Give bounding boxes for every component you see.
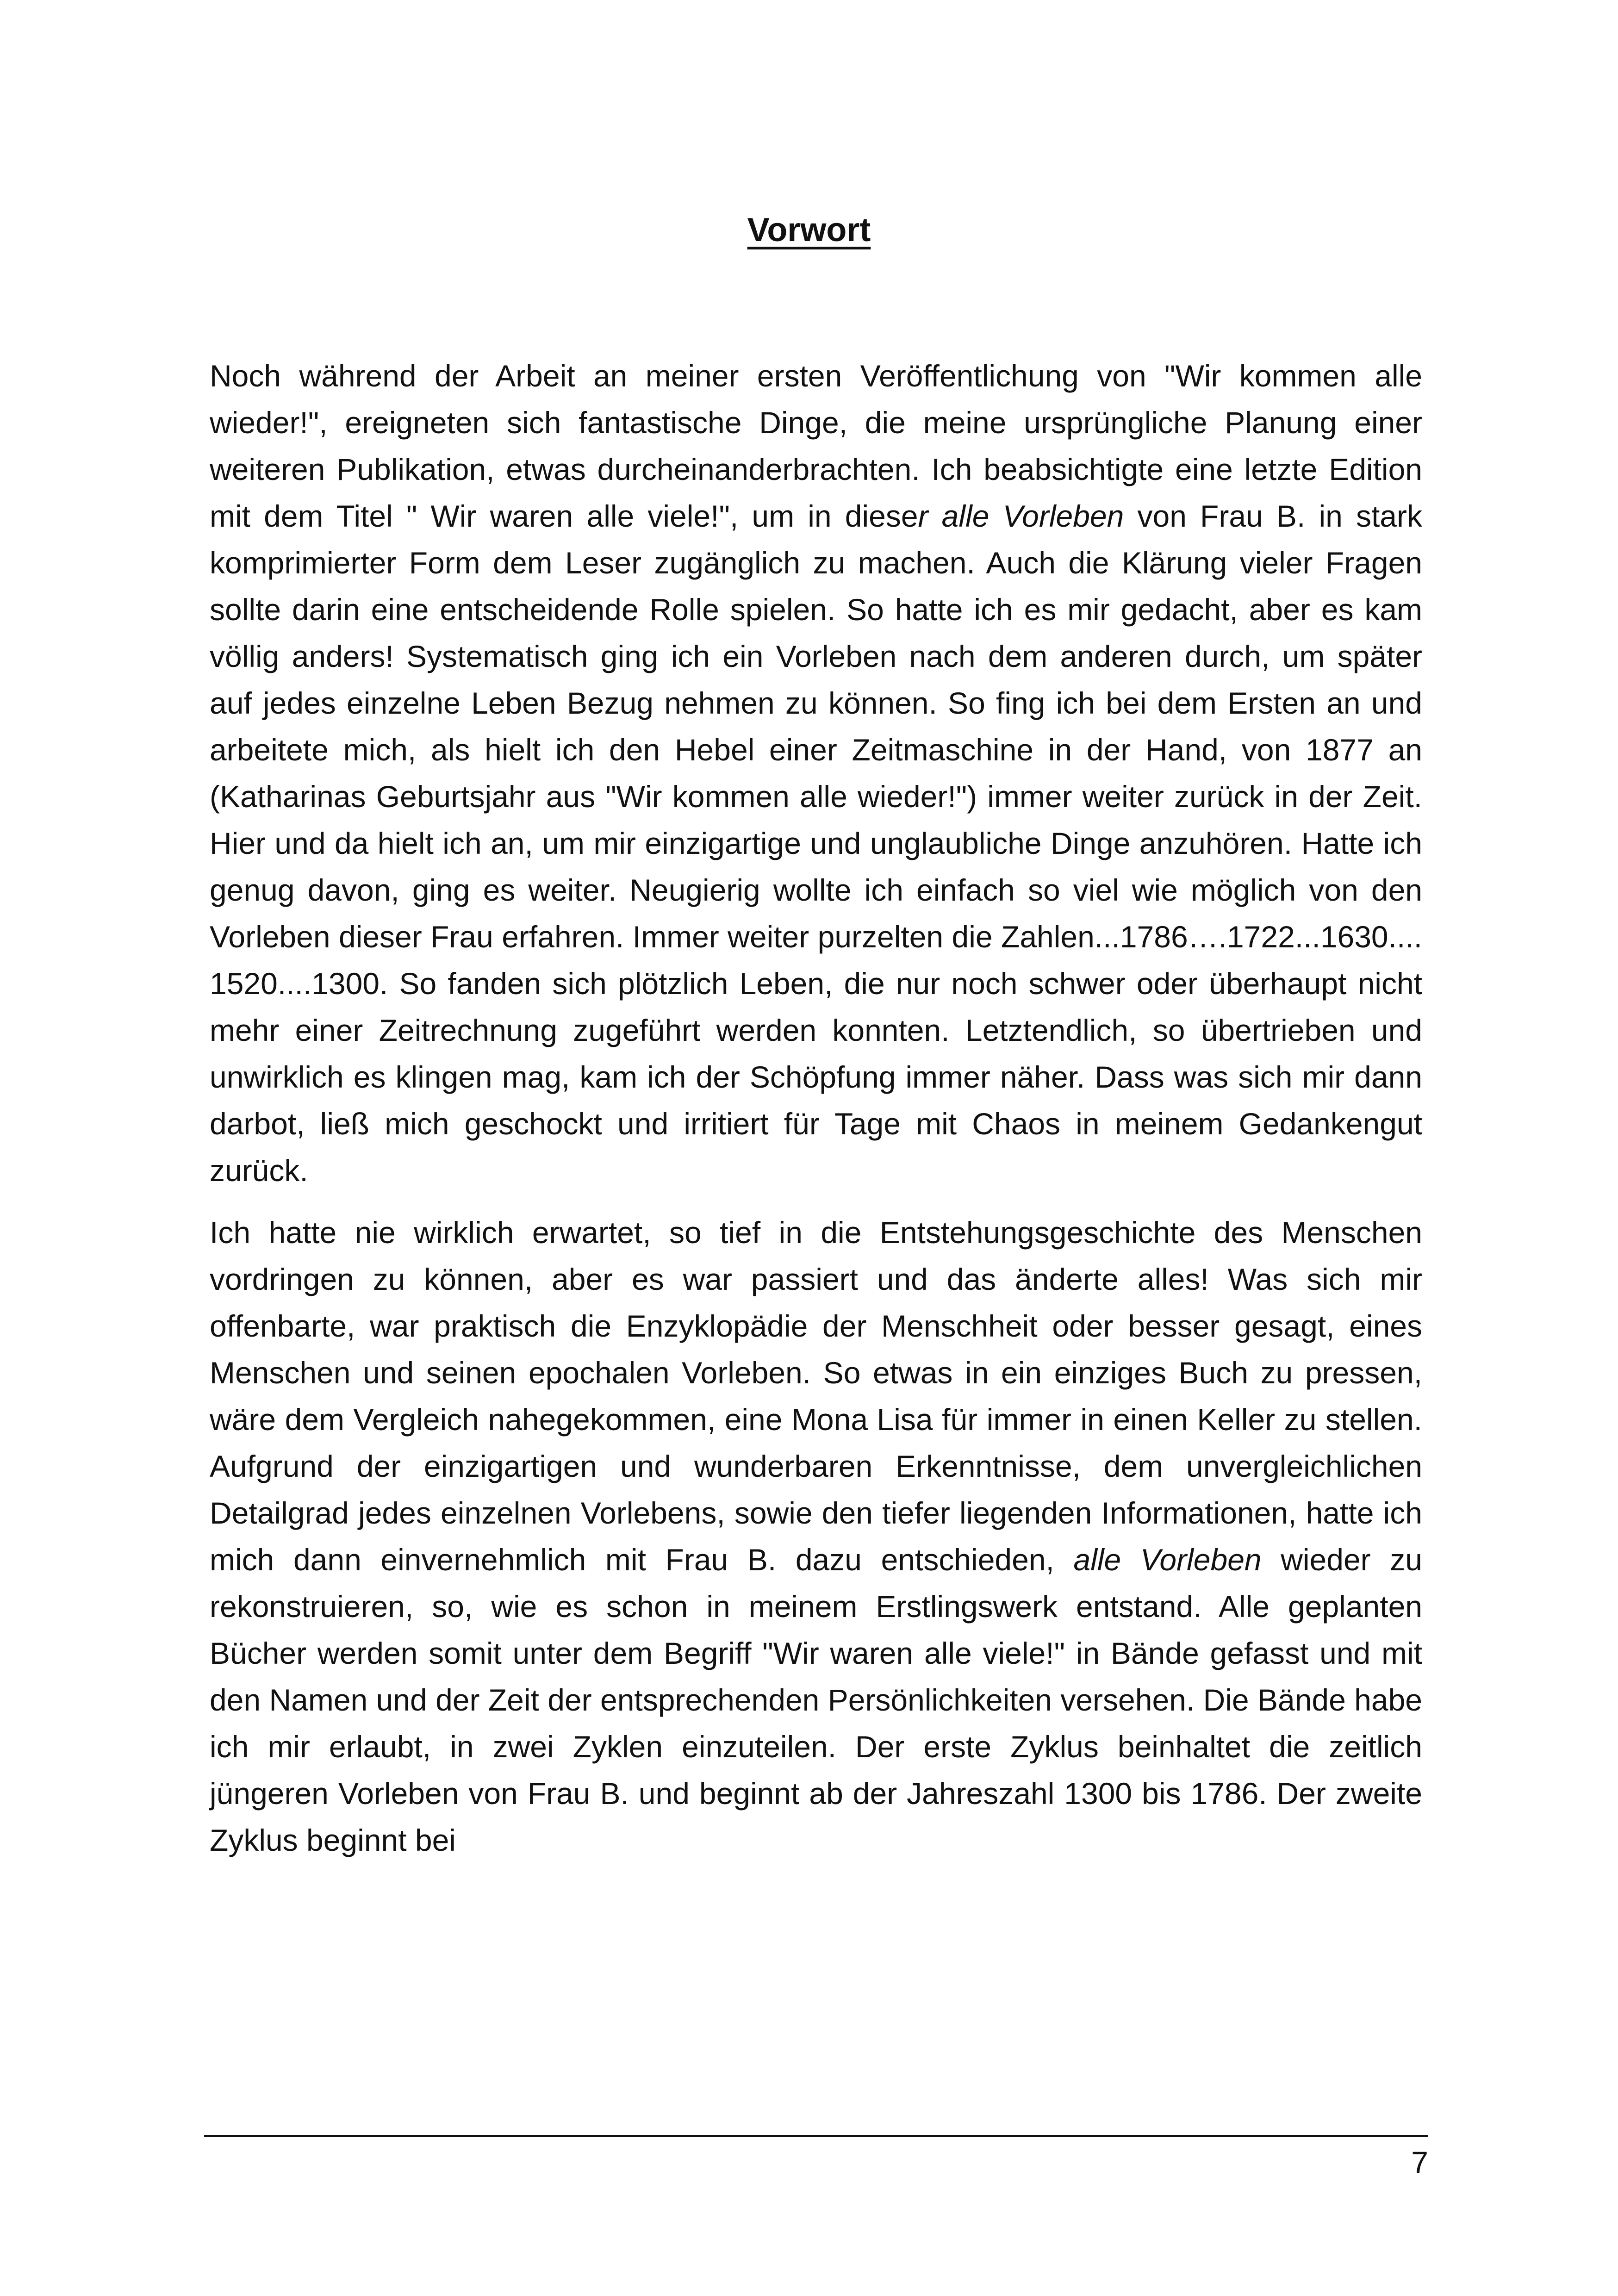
paragraph-1-text-b: von Frau B. in stark komprimierter Form dem Leser zugänglich zu machen. Auch die Klärung vieler Fragen sollte darin eine entscheidende Rolle spielen. So hatte ich es mir gedacht, aber es kam völlig anders! Systematisch ging ich ein Vorleben nach dem anderen durch, um später auf jedes einzelne Leben Bezug nehmen zu können. So fing ich bei dem Ersten an und arbeitete mich, als hielt ich den Hebel einer Zeitmaschine in der Hand, von 1877 an (Katharinas Geburtsjahr aus "Wir kommen alle wieder!") immer weiter zurück in der Zeit. Hier und da hielt ich an, um mir einzigartige und unglaubliche Dinge anzuhören. Hatte ich genug davon, ging es weiter. Neugierig wollte ich einfach so viel wie möglich von den Vorleben dieser Frau erfahren. Immer weiter purzelten die Zahlen...1786….1722...1630.... 1520....1300. So fanden sich plötzlich Leben, die nur noch schwer oder überhaupt nicht mehr einer Zeitrechnung zugeführt werden konnten. Letztendlich, so übertrieben und unwirklich es klingen mag, kam ich der Schöpfung immer näher. Dass was sich mir dann darbot, ließ mich geschockt und irritiert für Tage mit Chaos in meinem Gedankengut zurück. — [210, 499, 1422, 1188]
body-text — [210, 353, 1422, 1864]
footer-divider — [204, 2135, 1428, 2137]
paragraph-2-text-a: Ich hatte nie wirklich erwartet, so tief in die Entstehungsgeschichte des Menschen vordringen zu können, aber es war passiert und das änderte alles! Was sich mir offenbarte, war praktisch die Enzyklopädie der Menschheit oder besser gesagt, eines Menschen und seinen epochalen Vorleben. So etwas in ein einziges Buch zu pressen, wäre dem Vergleich nahegekommen, eine Mona Lisa für immer in einen Keller zu stellen. Aufgrund der einzigartigen und wunderbaren Erkenntnisse, dem unvergleichlichen Detailgrad jedes einzelnen Vorlebens, sowie den tiefer liegenden Informationen, hatte ich mich dann einvernehmlich mit Frau B. dazu entschieden, — [210, 1215, 1422, 1577]
paragraph-2-italic-phrase: alle Vorleben — [1073, 1543, 1262, 1577]
page-number: 7 — [1411, 2145, 1428, 2179]
page-title: Vorwort — [747, 212, 871, 249]
paragraph-2 — [210, 1209, 1422, 1864]
paragraph-1 — [210, 353, 1422, 1194]
paragraph-2-text-b: wieder zu rekonstruieren, so, wie es schon in meinem Erstlingswerk entstand. Alle geplanten Bücher werden somit unter dem Begriff "Wir waren alle viele!" in Bände gefasst und mit den Namen und der Zeit der entsprechenden Persönlichkeiten versehen. Die Bände habe ich mir erlaubt, in zwei Zyklen einzuteilen. Der erste Zyklus beinhaltet die zeitlich jüngeren Vorleben von Frau B. und beginnt ab der Jahreszahl 1300 bis 1786. Der zweite Zyklus beginnt bei — [210, 1543, 1422, 1857]
paragraph-1-italic-phrase: r alle Vorleben — [918, 499, 1124, 533]
paragraph-1-text-a: Noch während der Arbeit an meiner ersten Veröffentlichung von "Wir kommen alle wieder!", ereigneten sich fantastische Dinge, die meine ursprüngliche Planung einer weiteren Publikation, etwas durcheinanderbrachten. Ich beabsichtigte eine letzte Edition mit dem Titel " Wir waren alle viele!", um in diese — [210, 359, 1422, 533]
